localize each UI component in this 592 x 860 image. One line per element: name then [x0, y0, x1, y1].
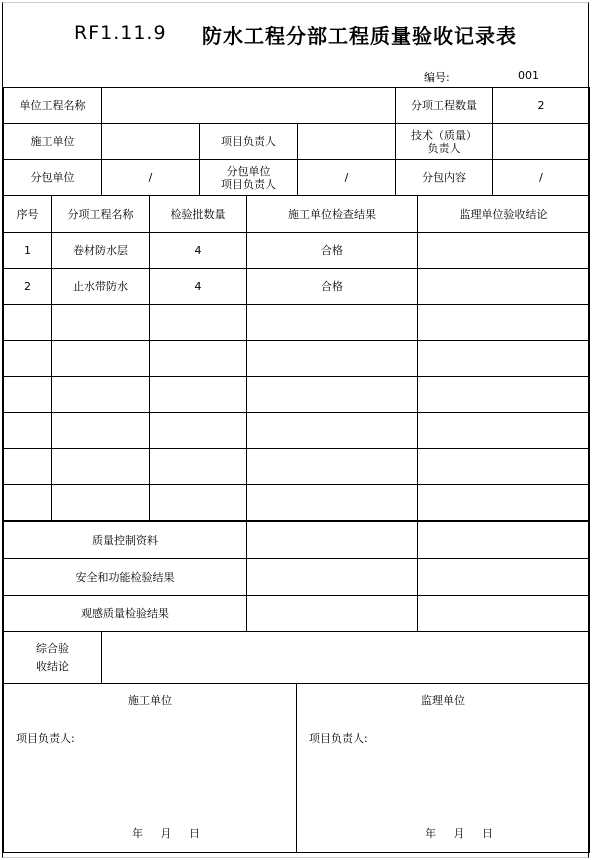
- info-table: [3, 87, 590, 196]
- supervision-unit-heading: 监理单位: [421, 694, 465, 707]
- conclusion-label: [4, 632, 102, 684]
- table-row: [4, 377, 590, 413]
- table-row: [4, 233, 590, 269]
- row-construction-result[interactable]: 合格: [247, 233, 418, 269]
- check-result[interactable]: [247, 596, 418, 632]
- project-manager-value[interactable]: [298, 124, 396, 160]
- row-index[interactable]: [4, 377, 52, 413]
- row-supervision-conclusion[interactable]: [418, 449, 590, 485]
- conclusion-value[interactable]: [102, 632, 590, 684]
- row-sub-name[interactable]: [52, 485, 150, 521]
- row-index[interactable]: [4, 413, 52, 449]
- row-construction-result[interactable]: [247, 341, 418, 377]
- checks-table: [3, 521, 590, 632]
- row-sub-name[interactable]: 卷材防水层: [52, 233, 150, 269]
- construction-responsible-label: 项目负责人:: [16, 732, 75, 745]
- row-supervision-conclusion[interactable]: [418, 269, 590, 305]
- tech-manager-value[interactable]: [493, 124, 590, 160]
- check-conclusion[interactable]: [418, 522, 590, 559]
- unit-name-label: 单位工程名称: [4, 88, 102, 124]
- table-row: [4, 449, 590, 485]
- row-supervision-conclusion[interactable]: [418, 413, 590, 449]
- check-row-quality-docs: [4, 522, 590, 559]
- row-supervision-conclusion[interactable]: [418, 305, 590, 341]
- subcontract-content-label: 分包内容: [396, 160, 493, 196]
- form-code: RF1.11.9: [74, 22, 167, 44]
- check-conclusion[interactable]: [418, 559, 590, 596]
- row-supervision-conclusion[interactable]: [418, 485, 590, 521]
- table-row: [4, 305, 590, 341]
- header-index: 序号: [4, 196, 52, 233]
- construction-unit-heading: 施工单位: [128, 694, 172, 707]
- row-construction-result[interactable]: 合格: [247, 269, 418, 305]
- row-supervision-conclusion[interactable]: [418, 377, 590, 413]
- row-construction-result[interactable]: [247, 413, 418, 449]
- form-title: 防水工程分部工程质量验收记录表: [202, 24, 517, 48]
- construction-signature-block[interactable]: [4, 684, 297, 853]
- conclusion-table: [3, 631, 590, 684]
- header-sub-name: 分项工程名称: [52, 196, 150, 233]
- tech-manager-label-line1: 技术（质量）: [411, 128, 478, 142]
- row-construction-result[interactable]: [247, 449, 418, 485]
- row-batch-count[interactable]: [150, 341, 247, 377]
- supervision-responsible-label: 项目负责人:: [309, 732, 368, 745]
- header-supervision-conclusion: 监理单位验收结论: [418, 196, 590, 233]
- subcontract-unit-value[interactable]: /: [102, 160, 200, 196]
- check-label: 观感质量检验结果: [4, 596, 247, 632]
- row-sub-name[interactable]: 止水带防水: [52, 269, 150, 305]
- row-index[interactable]: [4, 485, 52, 521]
- check-row-appearance: [4, 596, 590, 632]
- project-manager-label: 项目负责人: [200, 124, 298, 160]
- table-row: [4, 413, 590, 449]
- row-batch-count[interactable]: [150, 413, 247, 449]
- row-batch-count[interactable]: 4: [150, 269, 247, 305]
- row-index[interactable]: [4, 341, 52, 377]
- sub-count-label: 分项工程数量: [396, 88, 493, 124]
- construction-unit-value[interactable]: [102, 124, 200, 160]
- construction-unit-label: 施工单位: [4, 124, 102, 160]
- row-batch-count[interactable]: [150, 449, 247, 485]
- subcontract-manager-label-line2: 项目负责人: [221, 177, 276, 191]
- check-conclusion[interactable]: [418, 596, 590, 632]
- unit-name-value[interactable]: [102, 88, 396, 124]
- row-sub-name[interactable]: [52, 377, 150, 413]
- subcontract-content-value[interactable]: /: [493, 160, 590, 196]
- row-construction-result[interactable]: [247, 377, 418, 413]
- table-row: [4, 269, 590, 305]
- subcontract-manager-value[interactable]: /: [298, 160, 396, 196]
- supervision-date: 年 月 日: [425, 827, 493, 840]
- row-construction-result[interactable]: [247, 305, 418, 341]
- row-index[interactable]: [4, 449, 52, 485]
- header-batch-count: 检验批数量: [150, 196, 247, 233]
- row-batch-count[interactable]: [150, 485, 247, 521]
- signature-table: [3, 683, 590, 853]
- row-batch-count[interactable]: [150, 377, 247, 413]
- subcontract-manager-label-line1: 分包单位: [226, 164, 271, 178]
- table-row: [4, 341, 590, 377]
- check-row-safety: [4, 559, 590, 596]
- row-sub-name[interactable]: [52, 305, 150, 341]
- serial-number-label: 编号:: [424, 71, 450, 84]
- conclusion-label-line2: 收结论: [36, 659, 69, 673]
- header-construction-result: 施工单位检查结果: [247, 196, 418, 233]
- check-result[interactable]: [247, 522, 418, 559]
- tech-manager-label: [396, 124, 493, 160]
- row-supervision-conclusion[interactable]: [418, 341, 590, 377]
- row-construction-result[interactable]: [247, 485, 418, 521]
- sub-count-value[interactable]: 2: [493, 88, 590, 124]
- row-index[interactable]: [4, 305, 52, 341]
- row-batch-count[interactable]: 4: [150, 233, 247, 269]
- subcontract-unit-label: 分包单位: [4, 160, 102, 196]
- items-table: [3, 195, 590, 521]
- table-row: [4, 485, 590, 521]
- row-supervision-conclusion[interactable]: [418, 233, 590, 269]
- subcontract-manager-label: [200, 160, 298, 196]
- conclusion-label-line1: 综合验: [36, 641, 69, 655]
- row-batch-count[interactable]: [150, 305, 247, 341]
- check-label: 安全和功能检验结果: [4, 559, 247, 596]
- row-sub-name[interactable]: [52, 449, 150, 485]
- check-result[interactable]: [247, 559, 418, 596]
- check-label: 质量控制资料: [4, 522, 247, 559]
- row-sub-name[interactable]: [52, 413, 150, 449]
- construction-date: 年 月 日: [132, 827, 200, 840]
- supervision-signature-block[interactable]: [297, 684, 590, 853]
- items-header-row: [4, 196, 590, 233]
- serial-number-value: 001: [518, 69, 539, 82]
- row-index[interactable]: 2: [4, 269, 52, 305]
- tech-manager-label-line2: 负责人: [427, 141, 461, 155]
- row-index[interactable]: 1: [4, 233, 52, 269]
- row-sub-name[interactable]: [52, 341, 150, 377]
